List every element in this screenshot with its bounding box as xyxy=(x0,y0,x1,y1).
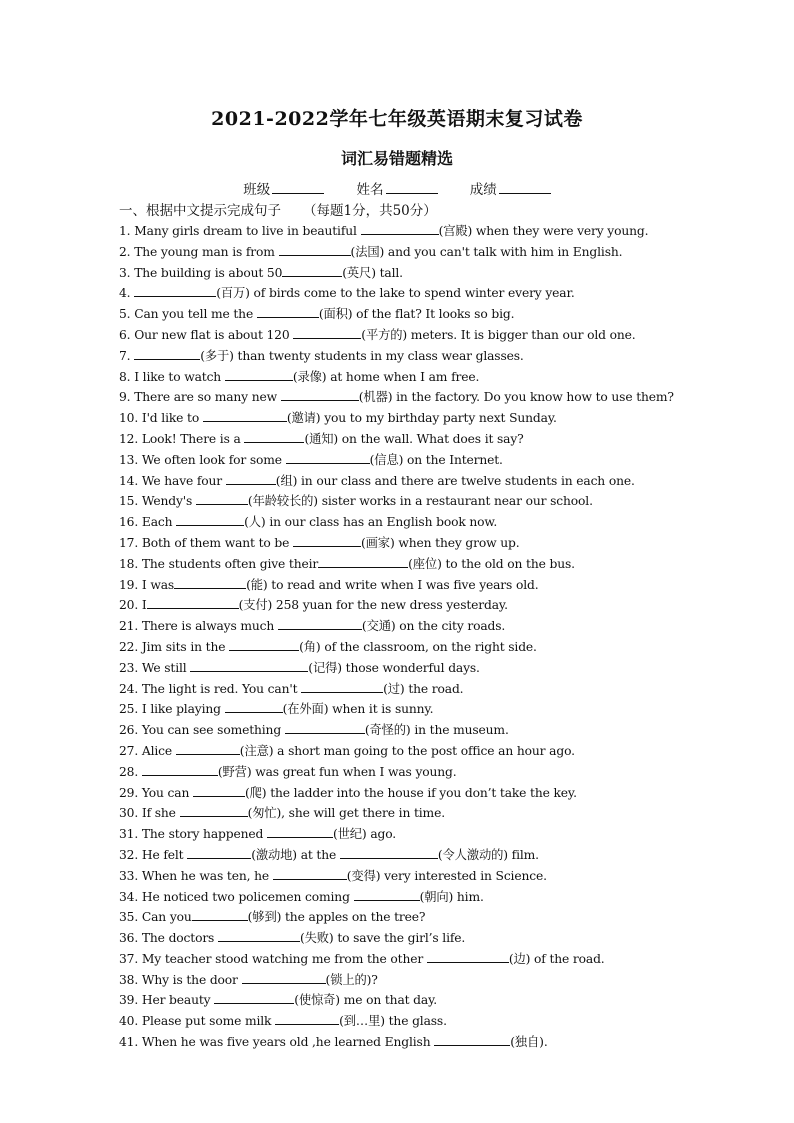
chinese-hint: (录像) xyxy=(292,369,327,384)
answer-blank[interactable] xyxy=(275,1011,339,1025)
section-heading xyxy=(119,199,437,219)
question-text: 13. We often look for some xyxy=(119,452,286,467)
chinese-hint: (座位) xyxy=(408,556,442,571)
question-text: ? xyxy=(371,972,378,987)
page-subtitle: 词汇易错题精选 xyxy=(340,149,453,168)
answer-blank[interactable] xyxy=(134,346,200,360)
question-text: 19. I was xyxy=(119,577,175,592)
question-row xyxy=(119,471,679,492)
question-text: 20. I xyxy=(119,598,147,613)
question-text: 18. The students often give their xyxy=(119,556,319,571)
chinese-hint: (令人激动的) xyxy=(437,847,508,862)
chinese-hint: (匆忙) xyxy=(247,806,282,821)
question-text: 26. You can see something xyxy=(119,723,285,738)
chinese-hint: (英尺) xyxy=(342,265,376,280)
answer-blank[interactable] xyxy=(190,658,308,672)
answer-blank[interactable] xyxy=(214,990,294,1004)
chinese-hint: (世纪) xyxy=(332,827,367,842)
chinese-hint: (奇怪的) xyxy=(364,723,411,738)
chinese-hint: (角) xyxy=(299,639,321,654)
question-text: 12. Look! There is a xyxy=(119,431,245,446)
question-row xyxy=(119,554,679,575)
question-text: the apples on the tree? xyxy=(281,910,426,925)
question-text: the road. xyxy=(404,681,464,696)
answer-blank[interactable] xyxy=(278,616,362,630)
question-row xyxy=(119,1032,679,1053)
question-text: 35. Can you xyxy=(119,910,192,925)
answer-blank[interactable] xyxy=(293,533,361,547)
question-text: 32. He felt xyxy=(119,847,188,862)
question-text: ago. xyxy=(366,827,397,842)
chinese-hint: (使惊奇) xyxy=(294,993,340,1008)
chinese-hint: (锁上的) xyxy=(325,972,372,987)
question-text: 36. The doctors xyxy=(119,931,218,946)
question-row xyxy=(119,845,679,866)
question-row xyxy=(119,637,679,658)
question-text: 2. The young man is from xyxy=(119,244,279,259)
question-row xyxy=(119,949,679,970)
question-row xyxy=(119,367,679,388)
question-text: film. xyxy=(507,847,539,862)
question-text: 25. I like playing xyxy=(119,702,225,717)
question-text: in our class and there are twelve students in each one. xyxy=(297,473,635,488)
chinese-hint: (注意) xyxy=(239,743,274,758)
answer-blank[interactable] xyxy=(147,595,239,609)
question-text: when it is sunny. xyxy=(328,702,434,717)
chinese-hint: (朝向) xyxy=(419,889,454,904)
question-text: when they were very young. xyxy=(472,224,649,238)
question-row xyxy=(119,491,679,512)
question-text: of the road. xyxy=(530,951,605,966)
section-title: 一、根据中文提示完成句子 xyxy=(119,203,281,219)
question-text: him. xyxy=(453,889,484,904)
question-text: in the museum. xyxy=(410,723,509,738)
question-row xyxy=(119,387,679,408)
question-text: at home when I am free. xyxy=(326,369,480,384)
chinese-hint: (激动地) xyxy=(251,847,297,862)
name-label: 姓名 xyxy=(356,182,384,198)
question-row xyxy=(119,242,679,263)
chinese-hint: (画家) xyxy=(361,535,395,550)
question-text: 23. We still xyxy=(119,660,191,675)
answer-blank[interactable] xyxy=(267,824,333,838)
question-text: 16. Each xyxy=(119,515,177,530)
name-blank[interactable] xyxy=(386,181,438,194)
chinese-hint: (机器) xyxy=(358,390,393,405)
answer-blank[interactable] xyxy=(244,429,304,443)
question-row xyxy=(119,970,679,991)
answer-blank[interactable] xyxy=(427,949,509,963)
question-text: to the old on the bus. xyxy=(441,556,575,571)
answer-blank[interactable] xyxy=(340,845,438,859)
question-text: 24. The light is red. You can't xyxy=(119,681,302,696)
page-title: 2021-2022学年七年级英语期末复习试卷 xyxy=(211,108,583,130)
question-text: 41. When he was five years old ,he learned English xyxy=(119,1035,435,1050)
answer-blank[interactable] xyxy=(282,263,342,277)
question-row xyxy=(119,533,679,554)
question-text: 6. Our new flat is about 120 xyxy=(119,327,294,342)
question-text: 34. He noticed two policemen coming xyxy=(119,889,354,904)
chinese-hint: (多于) xyxy=(200,348,234,363)
question-text: 9. There are so many new xyxy=(119,390,281,405)
question-text: in our class has an English book now. xyxy=(265,515,498,530)
answer-blank[interactable] xyxy=(318,554,408,568)
question-row xyxy=(119,1011,679,1032)
question-text: 22. Jim sits in the xyxy=(119,639,230,654)
chinese-hint: (百万) xyxy=(216,286,250,301)
question-row xyxy=(119,907,679,928)
question-text: you to my birthday party next Sunday. xyxy=(320,411,557,426)
question-list xyxy=(119,221,679,1053)
question-row xyxy=(119,824,679,845)
answer-blank[interactable] xyxy=(187,845,251,859)
chinese-hint: (邀请) xyxy=(286,411,321,426)
chinese-hint: (过) xyxy=(383,681,405,696)
question-text: the ladder into the house if you don’t take the key. xyxy=(266,785,577,800)
answer-blank[interactable] xyxy=(225,367,293,381)
question-text: tall. xyxy=(375,265,403,280)
question-row xyxy=(119,616,679,637)
answer-blank[interactable] xyxy=(286,450,370,464)
answer-blank[interactable] xyxy=(196,491,248,505)
answer-blank[interactable] xyxy=(142,762,218,776)
question-text: of the classroom, on the right side. xyxy=(320,639,537,654)
question-row xyxy=(119,346,679,367)
question-text: 39. Her beauty xyxy=(119,993,215,1008)
answer-blank[interactable] xyxy=(226,471,276,485)
question-text: , she will get there in time. xyxy=(281,806,445,821)
question-row xyxy=(119,658,679,679)
question-text: 33. When he was ten, he xyxy=(119,868,273,883)
answer-blank[interactable] xyxy=(193,783,245,797)
question-text: 258 yuan for the new dress yesterday. xyxy=(272,598,508,613)
question-text: 8. I like to watch xyxy=(119,369,225,384)
chinese-hint: (爬) xyxy=(245,785,267,800)
question-row xyxy=(119,263,679,284)
question-text: 15. Wendy's xyxy=(119,494,196,509)
question-text: 40. Please put some milk xyxy=(119,1014,276,1029)
question-row xyxy=(119,595,679,616)
question-text: 30. If she xyxy=(119,806,180,821)
question-row xyxy=(119,512,679,533)
question-text: very interested in Science. xyxy=(380,868,547,883)
chinese-hint: (交通) xyxy=(361,619,396,634)
answer-blank[interactable] xyxy=(176,741,240,755)
chinese-hint: (通知) xyxy=(304,431,339,446)
question-row xyxy=(119,866,679,887)
chinese-hint: (年龄较长的) xyxy=(247,494,318,509)
question-text: 21. There is always much xyxy=(119,619,278,634)
question-row xyxy=(119,679,679,700)
chinese-hint: (人) xyxy=(244,515,266,530)
question-text: of birds come to the lake to spend winter every year. xyxy=(249,286,575,301)
score-blank[interactable] xyxy=(499,181,551,194)
chinese-hint: (失败) xyxy=(299,931,334,946)
answer-blank[interactable] xyxy=(134,283,216,297)
class-field xyxy=(243,178,324,198)
question-text: than twenty students in my class wear glasses. xyxy=(233,348,524,363)
question-text: was great fun when I was young. xyxy=(251,764,457,779)
answer-blank[interactable] xyxy=(225,699,283,713)
chinese-hint: (宫殿) xyxy=(438,224,473,238)
question-text: . xyxy=(543,1035,548,1050)
chinese-hint: (记得) xyxy=(308,660,342,675)
answer-blank[interactable] xyxy=(285,720,365,734)
question-text: 28. xyxy=(119,764,142,779)
question-text: 14. We have four xyxy=(119,473,226,488)
chinese-hint: (能) xyxy=(246,577,268,592)
question-row xyxy=(119,283,679,304)
question-text: meters. It is bigger than our old one. xyxy=(407,327,636,342)
answer-blank[interactable] xyxy=(301,679,383,693)
chinese-hint: (支付) xyxy=(238,598,273,613)
chinese-hint: (面积) xyxy=(318,307,353,322)
question-text: 31. The story happened xyxy=(119,827,267,842)
question-text: 4. xyxy=(119,286,135,301)
answer-blank[interactable] xyxy=(242,970,326,984)
question-text: 29. You can xyxy=(119,785,193,800)
question-text: of the flat? It looks so big. xyxy=(352,307,515,322)
question-text: 37. My teacher stood watching me from the other xyxy=(119,951,427,966)
question-text: to save the girl’s life. xyxy=(333,931,466,946)
name-field xyxy=(357,178,438,198)
student-info-row xyxy=(0,178,794,198)
question-text: on the city roads. xyxy=(395,619,506,634)
answer-blank[interactable] xyxy=(354,887,420,901)
score-field xyxy=(470,178,551,198)
question-row xyxy=(119,928,679,949)
question-text: to read and write when I was five years old. xyxy=(267,577,539,592)
question-row xyxy=(119,762,679,783)
answer-blank[interactable] xyxy=(273,866,347,880)
chinese-hint: (变得) xyxy=(346,868,381,883)
chinese-hint: (独自) xyxy=(510,1035,544,1050)
chinese-hint: (组) xyxy=(275,473,298,488)
question-row xyxy=(119,575,679,596)
answer-blank[interactable] xyxy=(361,221,439,235)
answer-blank[interactable] xyxy=(192,907,248,921)
answer-blank[interactable] xyxy=(279,242,351,256)
answer-blank[interactable] xyxy=(176,512,244,526)
question-text: 10. I'd like to xyxy=(119,411,203,426)
answer-blank[interactable] xyxy=(174,575,246,589)
question-row xyxy=(119,221,679,242)
question-text: the glass. xyxy=(384,1014,447,1029)
question-text: in the factory. Do you know how to use them? xyxy=(392,390,674,405)
class-label: 班级 xyxy=(243,182,271,198)
question-row xyxy=(119,803,679,824)
chinese-hint: (野营) xyxy=(217,764,252,779)
question-text: 5. Can you tell me the xyxy=(119,307,257,322)
question-row xyxy=(119,699,679,720)
question-row xyxy=(119,783,679,804)
answer-blank[interactable] xyxy=(180,803,248,817)
question-text: and you can't talk with him in English. xyxy=(384,244,623,259)
question-row xyxy=(119,408,679,429)
answer-blank[interactable] xyxy=(229,637,299,651)
answer-blank[interactable] xyxy=(257,304,319,318)
question-text: on the wall. What does it say? xyxy=(338,431,524,446)
question-text: a short man going to the post office an hour ago. xyxy=(273,743,575,758)
question-row xyxy=(119,450,679,471)
chinese-hint: (够到) xyxy=(247,910,282,925)
chinese-hint: (到…里) xyxy=(339,1014,385,1029)
question-row xyxy=(119,990,679,1011)
question-row xyxy=(119,325,679,346)
question-row xyxy=(119,429,679,450)
chinese-hint: (信息) xyxy=(369,452,404,467)
question-text: 17. Both of them want to be xyxy=(119,535,293,550)
chinese-hint: (边) xyxy=(508,951,531,966)
question-text: 38. Why is the door xyxy=(119,972,242,987)
answer-blank[interactable] xyxy=(293,325,361,339)
section-note: （每题1分，共50分） xyxy=(303,203,437,219)
question-text: 3. The building is about 50 xyxy=(119,265,283,280)
question-row xyxy=(119,720,679,741)
answer-blank[interactable] xyxy=(281,387,359,401)
score-label: 成绩 xyxy=(469,182,497,198)
question-text: me on that day. xyxy=(339,993,438,1008)
question-text: sister works in a restaurant near our school. xyxy=(317,494,593,509)
chinese-hint: (法国) xyxy=(350,244,385,259)
question-text: when they grow up. xyxy=(394,535,520,550)
answer-blank[interactable] xyxy=(434,1032,510,1046)
question-text: 7. xyxy=(119,348,135,363)
chinese-hint: (在外面) xyxy=(282,702,329,717)
question-text: 27. Alice xyxy=(119,743,176,758)
question-text: at the xyxy=(296,847,340,862)
question-row xyxy=(119,887,679,908)
question-text: 1. Many girls dream to live in beautiful xyxy=(119,224,361,238)
chinese-hint: (平方的) xyxy=(361,327,408,342)
answer-blank[interactable] xyxy=(203,408,287,422)
question-row xyxy=(119,304,679,325)
question-row xyxy=(119,741,679,762)
answer-blank[interactable] xyxy=(218,928,300,942)
question-text: those wonderful days. xyxy=(341,660,480,675)
question-text: on the Internet. xyxy=(403,452,503,467)
class-blank[interactable] xyxy=(272,181,324,194)
